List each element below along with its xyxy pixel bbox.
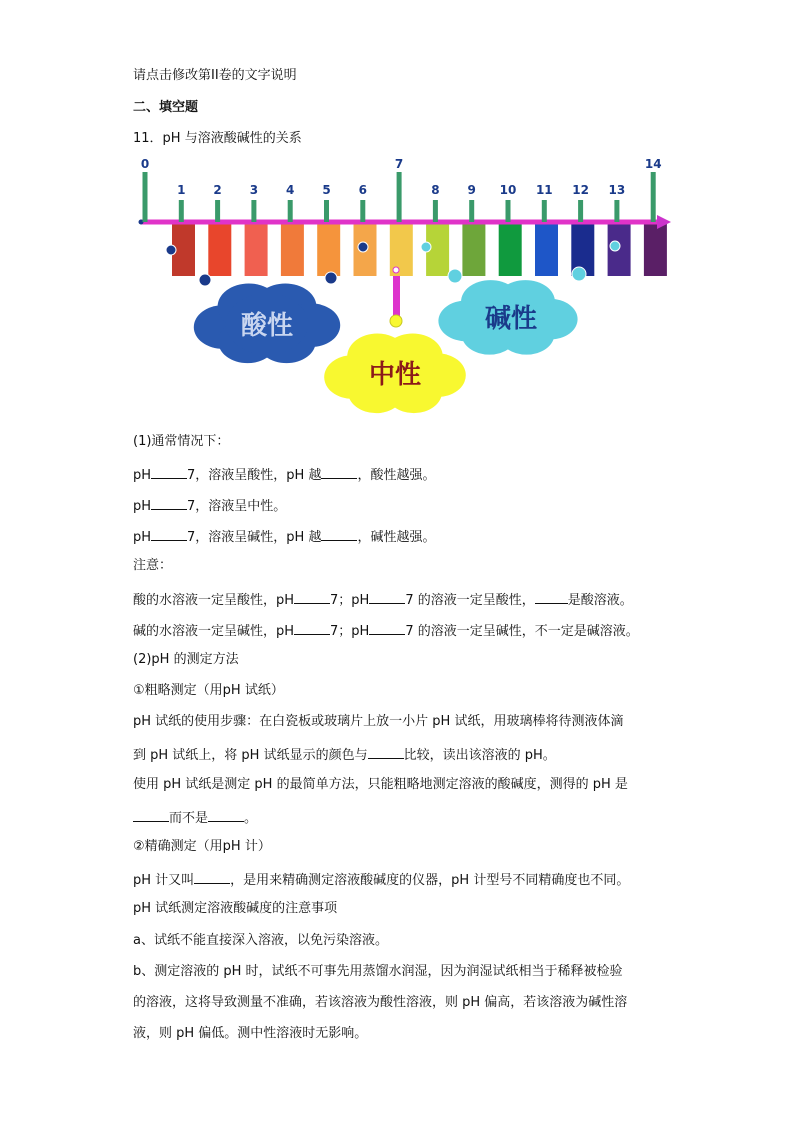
ph-tick-label: 13 bbox=[608, 183, 626, 197]
blank-10[interactable] bbox=[369, 620, 405, 635]
ph-tick bbox=[251, 200, 256, 222]
decorative-bubble bbox=[610, 241, 620, 251]
ph-tick-label: 14 bbox=[644, 157, 662, 171]
blank-8[interactable] bbox=[535, 589, 568, 604]
line-caution-b3: 液，则 pH 偏低。测中性溶液时无影响。 bbox=[133, 1026, 368, 1041]
ph-color-bar bbox=[317, 224, 340, 276]
line-caution-title: pH 试纸测定溶液酸碱度的注意事项 bbox=[133, 901, 338, 916]
ph-tick-label: 4 bbox=[286, 183, 295, 197]
ph-tick bbox=[651, 172, 656, 222]
blank-5[interactable] bbox=[321, 526, 357, 541]
ph-color-bar bbox=[281, 224, 304, 276]
ph-tick bbox=[179, 200, 184, 222]
line-base-solution: 碱的水溶液一定呈碱性，pH 7；pH 7 的溶液一定呈碱性，不一定是碱溶液。 bbox=[133, 620, 639, 641]
line-method-title: (2)pH 的测定方法 bbox=[133, 652, 239, 667]
line-acid-solution: 酸的水溶液一定呈酸性，pH 7；pH 7 的溶液一定呈酸性， 是酸溶液。 bbox=[133, 589, 633, 610]
ph-tick bbox=[324, 200, 329, 222]
ph-tick-label: 5 bbox=[322, 183, 331, 197]
blank-13[interactable] bbox=[208, 807, 244, 822]
blank-7[interactable] bbox=[369, 589, 405, 604]
decorative-bubble bbox=[199, 274, 211, 286]
ph-color-bar bbox=[208, 224, 231, 276]
blank-1[interactable] bbox=[151, 464, 187, 479]
line-steps: pH 试纸的使用步骤：在白瓷板或玻璃片上放一小片 pH 试纸，用玻璃棒将待测液体滴 bbox=[133, 714, 624, 729]
ph-tick-label: 7 bbox=[394, 157, 404, 171]
line-neutral: pH 7，溶液呈中性。 bbox=[133, 495, 286, 516]
question-title: 11．pH 与溶液酸碱性的关系 bbox=[133, 131, 302, 146]
ph-color-bar bbox=[644, 224, 667, 276]
acid-label: 酸性 bbox=[240, 311, 294, 341]
line-caution-a: a、试纸不能直接深入溶液，以免污染溶液。 bbox=[133, 933, 388, 948]
line-steps-2: 到 pH 试纸上，将 pH 试纸显示的颜色与 比较，读出该溶液的 pH。 bbox=[133, 744, 556, 765]
line-caution-b1: b、测定溶液的 pH 时，试纸不可事先用蒸馏水润湿，因为润湿试纸相当于稀释被检验 bbox=[133, 964, 623, 979]
ph-scale-figure bbox=[133, 152, 678, 422]
decorative-bubble bbox=[325, 272, 337, 284]
neutral-label: 中性 bbox=[368, 360, 422, 390]
line-basic: pH 7，溶液呈碱性，pH 越 ，碱性越强。 bbox=[133, 526, 435, 547]
ph-tick-label: 2 bbox=[213, 183, 222, 197]
decorative-bubble bbox=[358, 242, 368, 252]
ph-tick bbox=[143, 172, 148, 222]
blank-6[interactable] bbox=[294, 589, 330, 604]
ph-tick bbox=[614, 200, 619, 222]
ph-tick-label: 12 bbox=[572, 183, 589, 197]
ph-tick bbox=[542, 200, 547, 222]
ph-tick-label: 3 bbox=[249, 183, 259, 197]
line-simple: 使用 pH 试纸是测定 pH 的最简单方法，只能粗略地测定溶液的酸碱度，测得的 pH 是 bbox=[133, 777, 628, 792]
blank-12[interactable] bbox=[133, 807, 169, 822]
ph-color-bar bbox=[535, 224, 558, 276]
line-caution-b2: 的溶液，这将导致测量不准确，若该溶液为酸性溶液，则 pH 偏高，若该溶液为碱性溶 bbox=[133, 995, 628, 1010]
neutral-stick-bead bbox=[393, 267, 399, 273]
ph-color-bar bbox=[499, 224, 522, 276]
base-label: 碱性 bbox=[484, 304, 538, 334]
ph-tick-label: 10 bbox=[499, 183, 517, 197]
ph-tick-label: 9 bbox=[467, 183, 476, 197]
ph-color-bar bbox=[608, 224, 631, 276]
header-note[interactable]: 请点击修改第II卷的文字说明 bbox=[133, 68, 297, 83]
ph-tick-label: 1 bbox=[177, 183, 186, 197]
blank-14[interactable] bbox=[194, 869, 230, 884]
line-meter: pH 计又叫 ，是用来精确测定溶液酸碱度的仪器，pH 计型号不同精确度也不同。 bbox=[133, 869, 629, 890]
line-acidic: pH 7，溶液呈酸性，pH 越 ，酸性越强。 bbox=[133, 464, 435, 485]
blank-9[interactable] bbox=[294, 620, 330, 635]
blank-11[interactable] bbox=[368, 744, 404, 759]
ph-tick bbox=[215, 200, 220, 222]
ph-tick bbox=[433, 200, 438, 222]
blank-4[interactable] bbox=[151, 526, 187, 541]
ph-tick-label: 8 bbox=[431, 183, 440, 197]
decorative-bubble bbox=[572, 267, 586, 281]
line-result: 而不是 。 bbox=[133, 807, 257, 828]
neutral-bubble bbox=[390, 315, 402, 327]
blank-3[interactable] bbox=[151, 495, 187, 510]
ph-tick bbox=[506, 200, 511, 222]
ph-tick bbox=[578, 200, 583, 222]
blank-2[interactable] bbox=[321, 464, 357, 479]
section-title: 二、填空题 bbox=[133, 100, 199, 115]
ph-tick-label: 0 bbox=[140, 157, 150, 171]
line-usual: (1)通常情况下： bbox=[133, 434, 230, 449]
ph-tick bbox=[397, 172, 402, 222]
ph-tick-label: 6 bbox=[358, 183, 367, 197]
line-note: 注意： bbox=[133, 558, 173, 573]
ph-tick bbox=[360, 200, 365, 222]
ph-tick bbox=[469, 200, 474, 222]
ph-tick bbox=[288, 200, 293, 222]
decorative-bubble bbox=[166, 245, 176, 255]
decorative-bubble bbox=[448, 269, 462, 283]
ph-tick-label: 11 bbox=[535, 183, 553, 197]
decorative-bubble bbox=[421, 242, 431, 252]
line-precise: ②精确测定（用pH 计） bbox=[133, 839, 271, 854]
line-rough: ①粗略测定（用pH 试纸） bbox=[133, 683, 284, 698]
ph-color-bar bbox=[462, 224, 485, 276]
ph-color-bar bbox=[245, 224, 268, 276]
neutral-stick bbox=[393, 276, 400, 316]
